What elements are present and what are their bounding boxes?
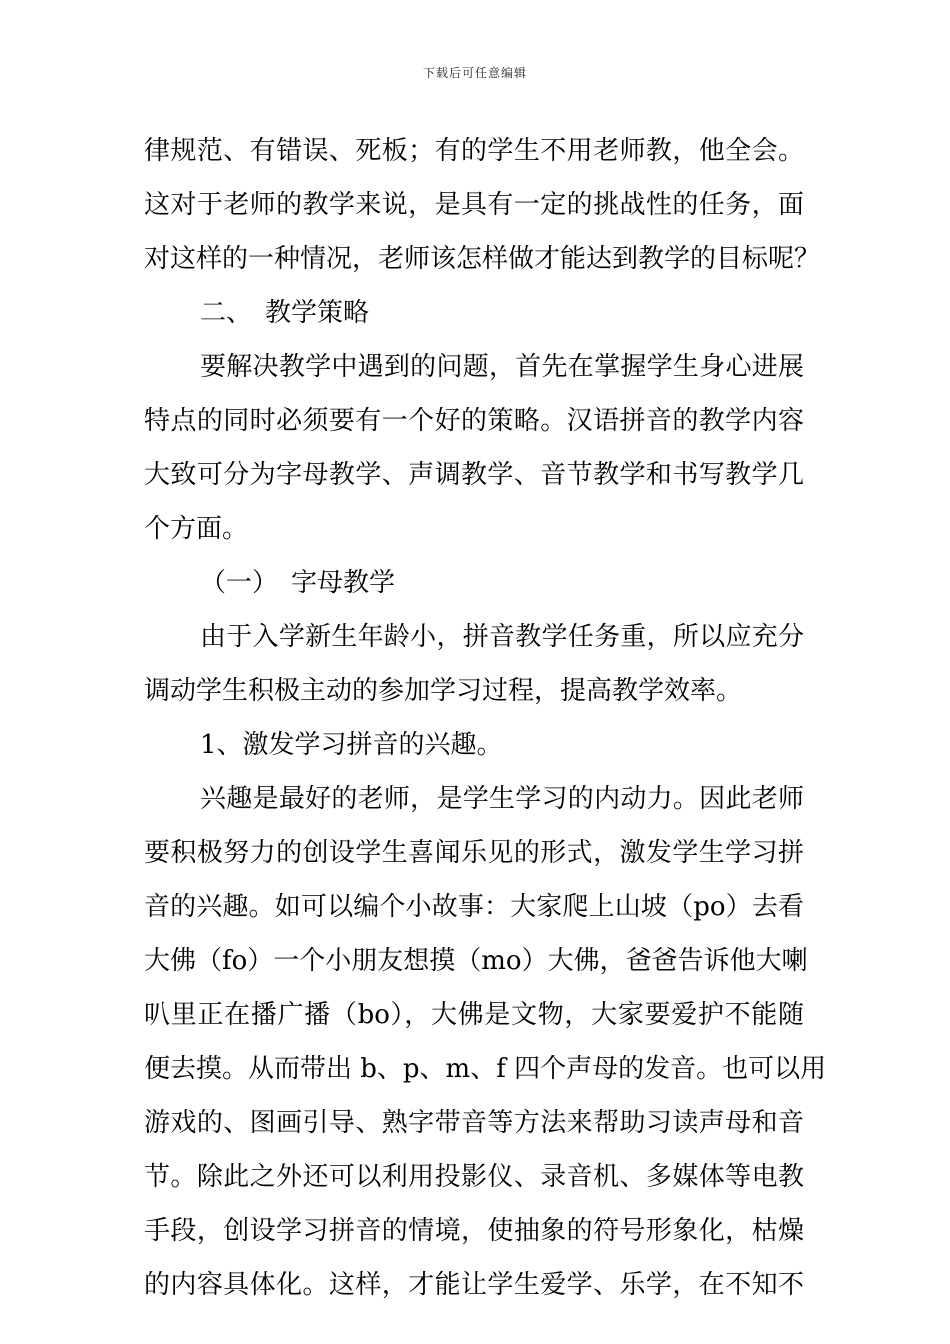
paragraph-line: 调动学生积极主动的参加学习过程，提高教学效率。 <box>144 676 743 706</box>
paragraph-line: 叭里正在播广播（bo），大佛是文物，大家要爱护不能随 <box>144 1000 804 1030</box>
paragraph-line: 大佛（fo）一个小朋友想摸（mo）大佛，爸爸告诉他大喇 <box>144 946 808 976</box>
paragraph-line: 手段，创设学习拼音的情境，使抽象的符号形象化，枯燥 <box>144 1216 804 1246</box>
paragraph-line: 游戏的、图画引导、熟字带音等方法来帮助习读声母和音 <box>144 1108 804 1138</box>
paragraph-line: 个方面。 <box>144 514 249 544</box>
paragraph-line: 节。除此之外还可以利用投影仪、录音机、多媒体等电教 <box>144 1162 804 1192</box>
paragraph-line: 这对于老师的教学来说，是具有一定的挑战性的任务，面 <box>144 190 804 220</box>
paragraph-line: 律规范、有错误、死板；有的学生不用老师教，他全会。 <box>144 136 804 166</box>
document-body <box>144 124 827 1312</box>
numbered-heading: 1、激发学习拼音的兴趣。 <box>200 730 503 760</box>
paragraph-line: 要解决教学中遇到的问题，首先在掌握学生身心进展 <box>200 352 804 382</box>
paragraph-line: 特点的同时必须要有一个好的策略。汉语拼音的教学内容 <box>144 406 804 436</box>
subsection-heading: （一） 字母教学 <box>200 568 396 598</box>
paragraph-line: 的内容具体化。这样，才能让学生爱学、乐学，在不知不 <box>144 1270 804 1300</box>
paragraph-line: 对这样的一种情况，老师该怎样做才能达到教学的目标呢？ <box>144 244 821 274</box>
paragraph-line: 大致可分为字母教学、声调教学、音节教学和书写教学几 <box>144 460 804 490</box>
section-heading: 二、 教学策略 <box>200 298 370 328</box>
paragraph-line: 要积极努力的创设学生喜闻乐见的形式，激发学生学习拼 <box>144 838 804 868</box>
paragraph-line: 音的兴趣。如可以编个小故事：大家爬上山坡（po）去看 <box>144 892 804 922</box>
paragraph-line: 便去摸。从而带出 b、p、m、f 四个声母的发音。也可以用 <box>144 1054 827 1084</box>
paragraph-line: 由于入学新生年龄小，拼音教学任务重，所以应充分 <box>200 622 804 652</box>
paragraph-line: 兴趣是最好的老师，是学生学习的内动力。因此老师 <box>200 784 804 814</box>
page-header: 下载后可任意编辑 <box>422 66 527 80</box>
